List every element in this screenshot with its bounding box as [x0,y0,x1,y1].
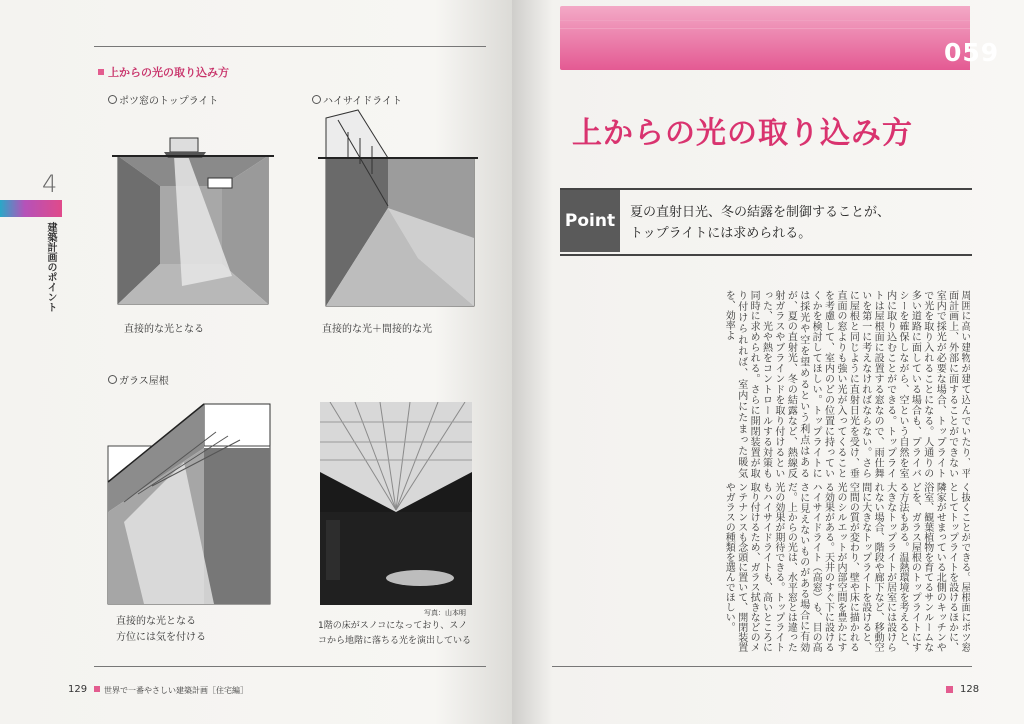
circle-bullet-icon [108,375,117,384]
figure-1-label [108,92,218,107]
banner-stripe [560,28,970,29]
figure-2-label [312,92,402,107]
book-title [94,685,248,696]
photo-caption [318,619,471,649]
right-page-number: 128 [960,684,980,695]
circle-bullet-icon [108,95,117,104]
interior-photo [320,402,472,605]
right-page [512,0,1024,724]
figure-3-label [108,372,169,387]
banner-stripe [560,20,970,21]
figure-2-caption: 直接的な光＋間接的な光 [322,324,432,335]
section-heading-text: 上からの光の取り込み方 [108,66,229,79]
chapter-title: 建築計画のポイント [45,222,56,312]
photo-credit: 写真：山本明 [424,609,466,617]
top-rule [94,46,486,47]
body-text-lower: く抜くことができる。屋根面にポツ窓としてトップライトを設けるほかに、隣家がせまっている北側のキッチンや浴室、観葉植物を育てるサンルームなどを、ガラス屋根のトップライトにする方法もある。温熱環境を考えると、大きなトップライトが居室には設けられない場合、階段や廊下など、移動空間に大きなトップライトを設けると、空間の質が変わり、壁や床に描かれる光のシルエットが内部空間を豊かにする効果がある。天井のすぐ下に設けるハイサイドライト（高窓）も、目の高さに見えないものがある場合に有効だ。上からの光は、水平窓とは違った光の効果が期待できる。トップライトもハイサイドライトも、高いところに取り付けるため、ガラス拭きなどのメンテナンスも念頭に置いて、開閉装置やガラスの種類を選んでほしい。 [723,482,970,652]
high-side-light-sketch [318,108,478,310]
figure-3-caption-line-2: 方位には気を付ける [116,632,206,643]
figure-1-caption: 直接的な光となる [124,324,204,335]
point-bottom-rule [560,254,972,256]
chapter-number: 4 [42,170,58,198]
top-light-sketch [112,126,274,308]
bullet-square-icon [98,69,104,75]
bottom-rule [552,666,972,667]
figure-1-label-text: ポツ窓のトップライト [119,96,219,107]
interior-photo-graphic [320,402,472,605]
glass-roof-sketch [104,402,274,608]
chapter-tab [0,200,62,217]
figure-3-caption [116,614,206,646]
point-line-2: トップライトには求められる。 [630,226,812,241]
circle-bullet-icon [312,95,321,104]
figure-3-caption-line-1: 直接的な光となる [116,616,196,627]
body-text-upper: 周囲に高い建物が建て込んでいたり、平面計画上、外部に面することができない室内で採光が必要な場合、トップライトで光を取り入れることになる。人通りの多い道路に面している場合も、プライバシーを確保しながら、空という自然を室内に取り込むことができる。トップライトは屋根面に設置する窓なので、雨仕舞いを第一に考えなければならない。さらに屋根と同じように直射日光を受け、垂直面の窓よりも強い光が入ってくることを考慮して、室内のどの位置に持っていくかを検討してほしい。トップライトには採光や空を望めるという利点はあるが、夏の直射光、冬の結露など、熱線反射ガラスやブラインドを取り付けるといった、光や熱をコントロールする対策も同時に求められる。さらに開閉装置が取り付けられれば、室内にたまった暖気を、効率よ [723,290,970,478]
section-heading [98,64,229,80]
bottom-rule [94,666,486,667]
figure-2-label-text: ハイサイドライト [323,96,402,107]
photo-caption-line-1: 1階の床がスノコになっており、スノ [318,621,468,631]
point-line-1: 夏の直射日光、冬の結露を制御することが、 [630,205,891,220]
bullet-square-icon [946,686,953,693]
topic-title: 上からの光の取り込み方 [572,116,913,151]
topic-number: 059 [944,38,1000,67]
left-page-number: 129 [68,684,88,695]
point-top-rule [560,188,972,190]
point-label: Point [560,190,620,252]
topic-banner [560,6,970,70]
figure-3-label-text: ガラス屋根 [119,376,169,387]
book-title-text: 世界で一番やさしい建築計画［住宅編］ [104,686,248,695]
point-text [630,202,890,244]
photo-caption-line-2: コから地階に落ちる光を演出している [318,636,472,646]
bullet-square-icon [94,686,100,692]
